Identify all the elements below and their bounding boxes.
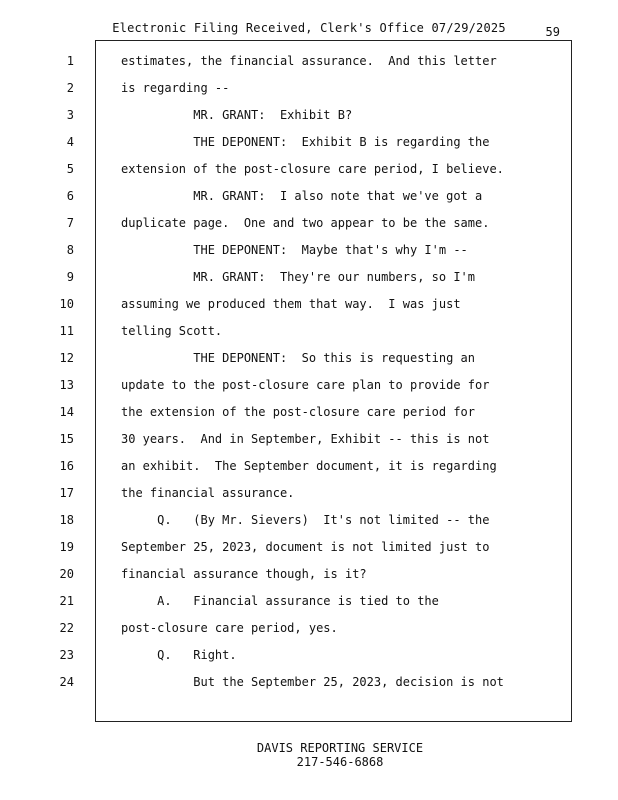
line-text: an exhibit. The September document, it is regarding [121,459,497,473]
line-text: September 25, 2023, document is not limited just to [121,540,490,554]
reporting-company: DAVIS REPORTING SERVICE [256,741,424,755]
line-text: Q. (By Mr. Sievers) It's not limited -- the [121,513,490,527]
line-text: Q. Right. [121,648,237,662]
line-number: 8 [66,243,74,257]
line-number: 18 [59,513,74,527]
filing-stamp: Electronic Filing Received, Clerk's Office 07/29/2025 [112,21,506,35]
line-number: 12 [59,351,74,365]
line-text: telling Scott. [121,324,223,338]
line-text: duplicate page. One and two appear to be the same. [121,216,490,230]
line-text: 30 years. And in September, Exhibit -- this is not [121,432,490,446]
line-number: 14 [59,405,74,419]
line-text: the extension of the post-closure care period for [121,405,476,419]
line-text: MR. GRANT: Exhibit B? [121,108,353,122]
line-text: post-closure care period, yes. [121,621,338,635]
line-number: 3 [66,108,74,122]
line-text: But the September 25, 2023, decision is not [121,675,504,689]
line-number: 20 [59,567,74,581]
line-text: MR. GRANT: I also note that we've got a [121,189,483,203]
line-number: 22 [59,621,74,635]
line-text: A. Financial assurance is tied to the [121,594,439,608]
line-number: 11 [59,324,74,338]
line-number: 19 [59,540,74,554]
line-number: 17 [59,486,74,500]
line-number: 10 [59,297,74,311]
line-number: 24 [59,675,74,689]
page-number: 59 [545,25,560,39]
reporting-phone: 217-546-6868 [296,755,384,769]
line-number: 13 [59,378,74,392]
line-text: estimates, the financial assurance. And this letter [121,54,497,68]
line-number: 6 [66,189,74,203]
line-number: 7 [66,216,74,230]
line-text: is regarding -- [121,81,230,95]
line-number: 9 [66,270,74,284]
line-number: 4 [66,135,74,149]
line-number: 2 [66,81,74,95]
line-number: 23 [59,648,74,662]
line-text: THE DEPONENT: So this is requesting an [121,351,476,365]
line-text: extension of the post-closure care period, I believe. [121,162,504,176]
line-text: the financial assurance. [121,486,295,500]
line-number: 21 [59,594,74,608]
line-number: 5 [66,162,74,176]
line-text: assuming we produced them that way. I was just [121,297,461,311]
line-number: 15 [59,432,74,446]
line-text: financial assurance though, is it? [121,567,367,581]
line-number: 1 [66,54,74,68]
line-text: MR. GRANT: They're our numbers, so I'm [121,270,476,284]
line-number: 16 [59,459,74,473]
line-text: THE DEPONENT: Maybe that's why I'm -- [121,243,468,257]
line-text: THE DEPONENT: Exhibit B is regarding the [121,135,490,149]
line-text: update to the post-closure care plan to provide for [121,378,490,392]
